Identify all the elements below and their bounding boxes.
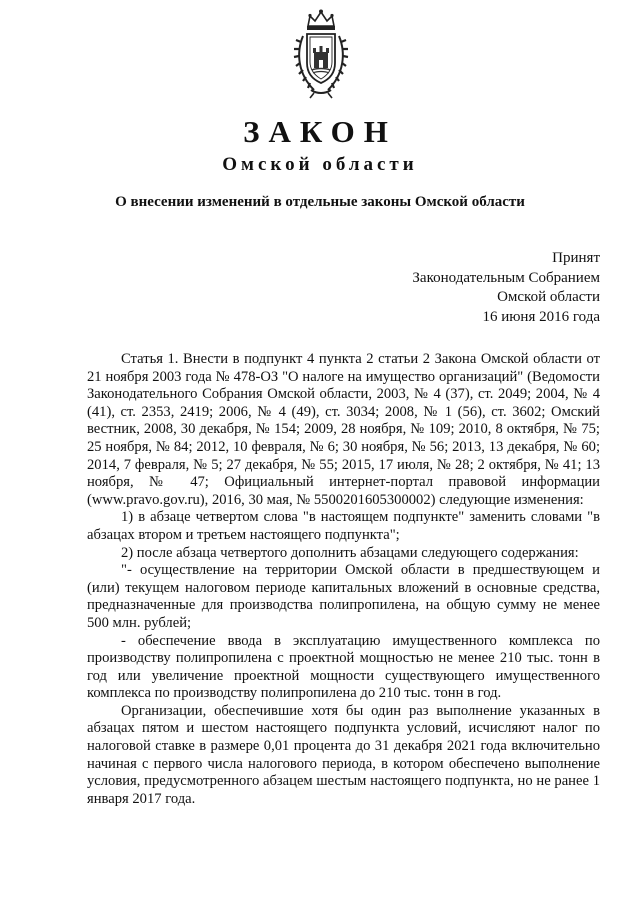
coat-of-arms-emblem [290, 8, 352, 100]
body-paragraph: Организации, обеспечившие хотя бы один раз выполнение указанных в абзацах пятом и шестом настоящего подпункта условий, исчисляют налог по налоговой ставке в размере 0,01 процента до 31 декабря 2021 года включительно начиная с первого числа налогового периода, в котором обеспечено выполнение условия, предусмотренного абзацем шестым настоящего подпункта, но не ранее 1 января 2017 года. [87, 702, 600, 807]
adopted-label: Принят [552, 250, 600, 266]
adopted-by-region: Омской области [497, 289, 600, 305]
adopted-by: Законодательным Собранием [412, 269, 600, 286]
body-paragraph: 1) в абзаце четвертом слова "в настоящем подпункте" заменить словами "в абзацах втором и третьем настоящего подпункта"; [87, 509, 600, 543]
document-subtitle: Омской области [222, 154, 418, 175]
body-paragraph: Статья 1. Внести в подпункт 4 пункта 2 статьи 2 Закона Омской области от 21 ноября 2003 года № 478-ОЗ "О налоге на имущество организаций" (Ведомости Законодательного Собрания Омской области, 2003, № 4 (37), ст. 2049; 2004, № 4 (41), ст. 2353, 2419; 2006, № 4 (49), ст. 3034; 2008, № 1 (56), ст. 3602; Омский вестник, 2008, 30 декабря, № 154; 2009, 28 ноября, № 109; 2010, 8 октября, № 75; 25 ноября, № 84; 2012, 10 февраля, № 6; 30 ноября, № 56; 2013, 13 декабря, № 60; 2014, 7 февраля, № 5; 27 декабря, № 55; 2015, 17 июля, № 28; 2 октября, № 41; 13 ноября, № 47; Официальный интернет-портал правовой информации (www.pravo.gov.ru), 2016, 30 мая, № 5500201605300002) следующие изменения: [87, 351, 600, 508]
coat-of-arms-icon [290, 8, 352, 100]
document-title: ЗАКОН [243, 114, 397, 149]
adoption-date: 16 июня 2016 года [482, 308, 600, 325]
body-paragraph: "- осуществление на территории Омской области в предшествующем и (или) текущем налоговом периоде капитальных вложений в основные средства, предназначенные для производства полипропилена, на общую сумму не менее 500 млн. рублей; [87, 562, 600, 631]
document-body [87, 351, 600, 808]
law-name: О внесении изменений в отдельные законы Омской области [115, 194, 525, 210]
body-paragraph: - обеспечение ввода в эксплуатацию имущественного комплекса по производству полипропилена с проектной мощностью не менее 210 тыс. тонн в год или увеличение проектной мощности существующего имущественного комплекса по производству полипропилена до 210 тыс. тонн в год. [87, 632, 600, 702]
body-paragraph: 2) после абзаца четвертого дополнить абзацами следующего содержания: [121, 544, 579, 561]
adoption-block [412, 249, 600, 327]
